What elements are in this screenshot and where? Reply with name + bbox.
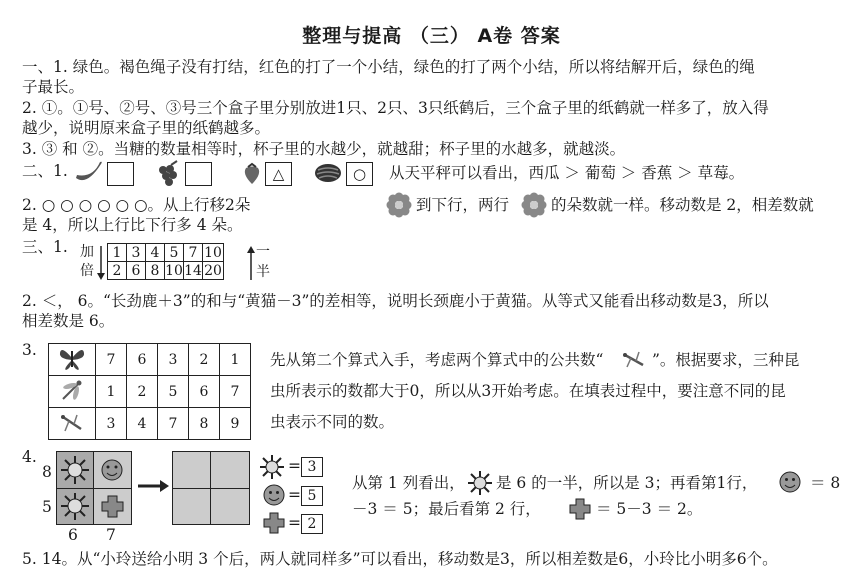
table-cell: 14 (184, 262, 202, 279)
q4-text-2b: ＝ 5－3 ＝ 2。 (596, 500, 703, 518)
cross-value: 2 (301, 514, 323, 534)
arrow-up-icon (246, 244, 256, 282)
row-label: 8 (42, 463, 52, 481)
table-cell: 4 (127, 408, 158, 440)
sun-icon (57, 452, 94, 489)
s1-line-5: 3. ③ 和 ②。当糖的数量相等时，杯子里的水越少，就越甜；杯子里的水越多，就越淡。 (22, 140, 626, 158)
table-cell: 2 (189, 344, 220, 376)
table-cell: 6 (127, 262, 146, 280)
q4-text-1b: 是 6 的一半，所以是 3；再看第1行， (496, 474, 758, 492)
butterfly-icon (49, 344, 96, 376)
table-cell: 3 (96, 408, 127, 440)
answer-box-triangle: △ (265, 162, 292, 186)
table-row (108, 244, 224, 262)
s3-q2-line-2: 相差数是 6。 (22, 312, 115, 330)
table-cell: 4 (146, 244, 165, 262)
q4-text-1a: 从第 1 列看出， (352, 474, 465, 492)
s2-conclusion: 从天平秤可以看出，西瓜 ＞ 葡萄 ＞ 香蕉 ＞ 草莓。 (389, 164, 745, 182)
table-cell: 7 (220, 376, 251, 408)
q3-text-line-3: 虫表示不同的数。 (270, 413, 395, 431)
double-half-table (107, 243, 224, 280)
s2-q2-part-c: 的朵数就一样。移动数是 2，相差数就 (551, 196, 814, 214)
sun-icon (466, 470, 494, 496)
table-cell: 9 (220, 408, 251, 440)
smiley-icon (94, 452, 131, 489)
table-cell: 8 (189, 408, 220, 440)
table-cell: 7 (96, 344, 127, 376)
col-label: 6 (68, 526, 78, 544)
insect-table (48, 343, 251, 440)
q3-text-line-1b: ”。根据要求，三种昆 (652, 351, 800, 369)
table-cell: 1 (220, 344, 251, 376)
table-cell: 1 (96, 376, 127, 408)
cross-icon (94, 489, 131, 524)
s3-q2-line-1: 2. ＜， 6。“长劲鹿＋3”的和与“黄猫－3”的差相等，说明长颈鹿小于黄猫。从等式又能看出移动数是3，所以 (22, 292, 769, 310)
answer-box-circle: ○ (346, 162, 373, 186)
s1-line-1: 一、1. 绿色。褐色绳子没有打结，红色的打了一个小结，绿色的打了两个小结，所以将结解开后，绿色的绳 (22, 58, 755, 76)
grasshopper-icon (49, 408, 96, 440)
table-cell: 7 (158, 408, 189, 440)
answer-box-2 (185, 162, 212, 186)
row-label: 5 (42, 498, 52, 516)
s2-q2-part-b: 到下行，两行 (416, 196, 510, 214)
table-cell: 10 (165, 262, 183, 279)
table-row (49, 344, 251, 376)
grasshopper-icon (620, 348, 648, 370)
table-cell: 20 (204, 262, 222, 279)
table-row (108, 262, 224, 280)
col-label: 7 (106, 526, 116, 544)
table-cell: 3 (158, 344, 189, 376)
q4-text-1c: ＝ 8 (810, 474, 841, 492)
arrow-down-icon (96, 244, 106, 282)
table-cell: 1 (108, 244, 127, 262)
q4-empty-grid (172, 451, 250, 525)
right-label-half: 一半 (256, 244, 270, 280)
strawberry-icon (240, 162, 264, 186)
s2-q2-part-a: 2. ○ ○ ○ ○ ○ ○。从上行移2朵 (22, 196, 251, 214)
q4-text-2a: －3 ＝ 5；最后看第 2 行， (352, 500, 541, 518)
flower-icon (386, 192, 412, 218)
smiley-icon (262, 483, 286, 507)
table-cell: 7 (184, 244, 203, 262)
table-cell: 6 (189, 376, 220, 408)
dragonfly-icon (49, 376, 96, 408)
page-title: 整理与提高 （三） A卷 答案 (302, 25, 561, 47)
watermelon-icon (313, 162, 343, 184)
q4-puzzle-grid (56, 451, 132, 525)
sun-icon (57, 489, 94, 524)
answer-box-1 (107, 162, 134, 186)
table-cell: 5 (158, 376, 189, 408)
table-cell: 3 (127, 244, 146, 262)
s1-line-2: 子最长。 (22, 78, 85, 96)
table-cell: 8 (146, 262, 165, 280)
smiley-value: 5 (301, 486, 323, 506)
s3-prefix: 三、1. (22, 238, 68, 256)
table-cell: 10 (204, 244, 222, 261)
s2-q2-part-d: 是 4，所以上行比下行多 4 朵。 (22, 216, 243, 234)
table-row (49, 408, 251, 440)
s1-line-4: 越少，说明原来盒子里的纸鹤越多。 (22, 119, 271, 137)
cross-icon (568, 497, 592, 521)
q3-text-line-1a: 先从第二个算式入手，考虑两个算式中的公共数“ (270, 351, 604, 369)
q3-text-line-2: 虫所表示的数都大于0，所以从3开始考虑。在填表过程中，要注意不同的昆 (270, 382, 786, 400)
cross-icon (262, 511, 286, 535)
arrow-right-icon (136, 478, 170, 494)
table-cell: 2 (127, 376, 158, 408)
q4-number: 4. (22, 448, 37, 466)
grapes-icon (153, 160, 183, 188)
q5-text: 5. 14。从“小玲送给小明 3 个后，两人就同样多”可以看出，移动数是3，所以相差数是6，小玲比小明多6个。 (22, 550, 778, 568)
table-row (49, 376, 251, 408)
left-label-add: 加 (80, 244, 94, 260)
sun-icon (258, 454, 286, 480)
flower-icon (521, 192, 547, 218)
left-label-double: 倍 (80, 263, 94, 279)
table-cell: 2 (108, 262, 127, 280)
s1-line-3: 2. ①。①号、②号、③号三个盒子里分别放进1只、2只、3只纸鹤后，三个盒子里的纸鹤就一样多了，放入得 (22, 99, 769, 117)
s2-prefix: 二、1. (22, 162, 68, 180)
smiley-icon (778, 470, 802, 494)
q3-number: 3. (22, 341, 37, 359)
sun-value: 3 (301, 457, 323, 477)
banana-icon (73, 158, 105, 186)
table-cell: 6 (127, 344, 158, 376)
table-cell: 5 (165, 244, 184, 262)
